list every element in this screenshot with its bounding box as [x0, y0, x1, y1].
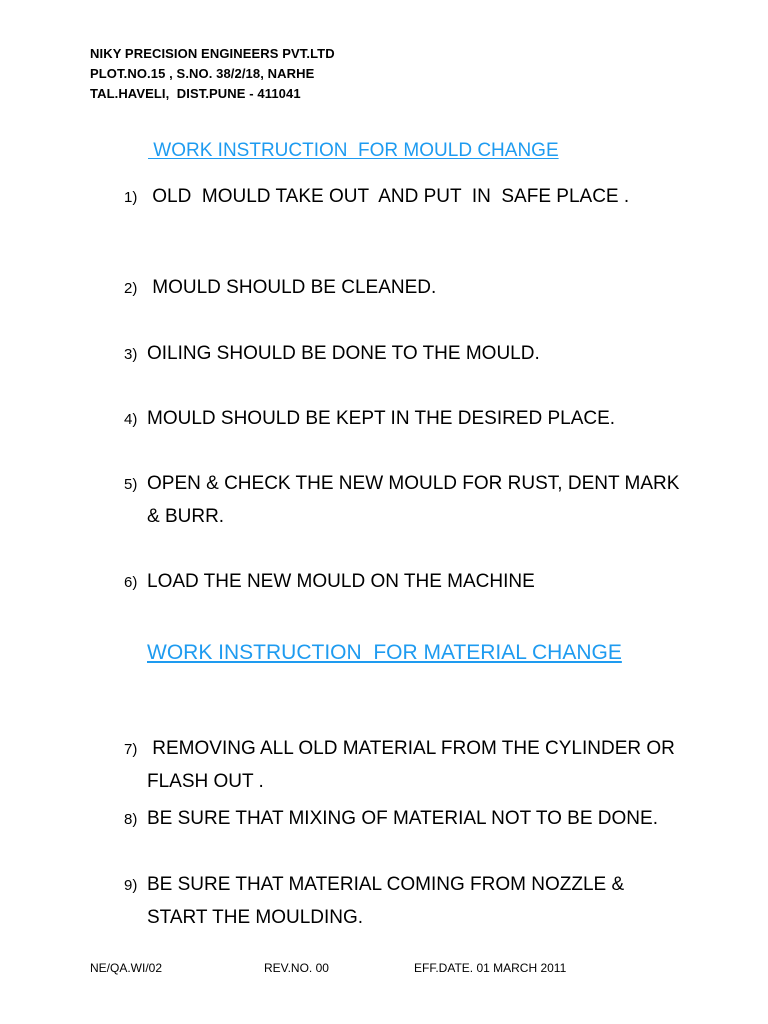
- item-text: REMOVING ALL OLD MATERIAL FROM THE CYLINDER OR FLASH OUT .: [147, 738, 681, 792]
- item-text: LOAD THE NEW MOULD ON THE MACHINE: [147, 571, 535, 592]
- item-text: MOULD SHOULD BE CLEANED.: [147, 277, 437, 298]
- item-text: MOULD SHOULD BE KEPT IN THE DESIRED PLACE.: [147, 408, 616, 429]
- instruction-item-3: [124, 337, 724, 370]
- footer-effective-date: EFF.DATE. 01 MARCH 2011: [414, 961, 567, 975]
- company-address-line-2: TAL.HAVELI, DIST.PUNE - 411041: [90, 86, 301, 101]
- instruction-item-2: [124, 271, 724, 304]
- item-number: 2): [124, 280, 138, 297]
- heading-material-change: WORK INSTRUCTION FOR MATERIAL CHANGE: [147, 641, 622, 664]
- item-number: 5): [124, 476, 138, 493]
- item-text: OILING SHOULD BE DONE TO THE MOULD.: [147, 343, 540, 364]
- instruction-item-7: [124, 732, 684, 798]
- item-number: 8): [124, 811, 138, 828]
- instruction-item-8: [124, 802, 724, 835]
- instruction-item-1: [124, 180, 724, 213]
- item-number: 4): [124, 411, 138, 428]
- item-text: OPEN & CHECK THE NEW MOULD FOR RUST, DENT MARK & BURR.: [147, 473, 685, 527]
- heading-mould-change: WORK INSTRUCTION FOR MOULD CHANGE: [148, 140, 559, 161]
- item-text: BE SURE THAT MIXING OF MATERIAL NOT TO BE DONE.: [147, 808, 658, 829]
- instruction-item-9: [124, 868, 664, 934]
- item-number: 1): [124, 189, 138, 206]
- company-address-line-1: PLOT.NO.15 , S.NO. 38/2/18, NARHE: [90, 66, 315, 81]
- item-text: BE SURE THAT MATERIAL COMING FROM NOZZLE & START THE MOULDING.: [147, 874, 630, 928]
- instruction-item-5: [124, 467, 684, 533]
- item-number: 6): [124, 574, 138, 591]
- item-number: 3): [124, 346, 138, 363]
- footer-revision-number: REV.NO. 00: [264, 961, 329, 975]
- company-name: NIKY PRECISION ENGINEERS PVT.LTD: [90, 46, 335, 61]
- instruction-item-4: [124, 402, 724, 435]
- item-text: OLD MOULD TAKE OUT AND PUT IN SAFE PLACE .: [147, 186, 630, 207]
- item-number: 7): [124, 741, 138, 758]
- item-number: 9): [124, 877, 138, 894]
- company-header: [90, 44, 335, 104]
- footer-document-number: NE/QA.WI/02: [90, 961, 163, 975]
- instruction-item-6: [124, 565, 724, 598]
